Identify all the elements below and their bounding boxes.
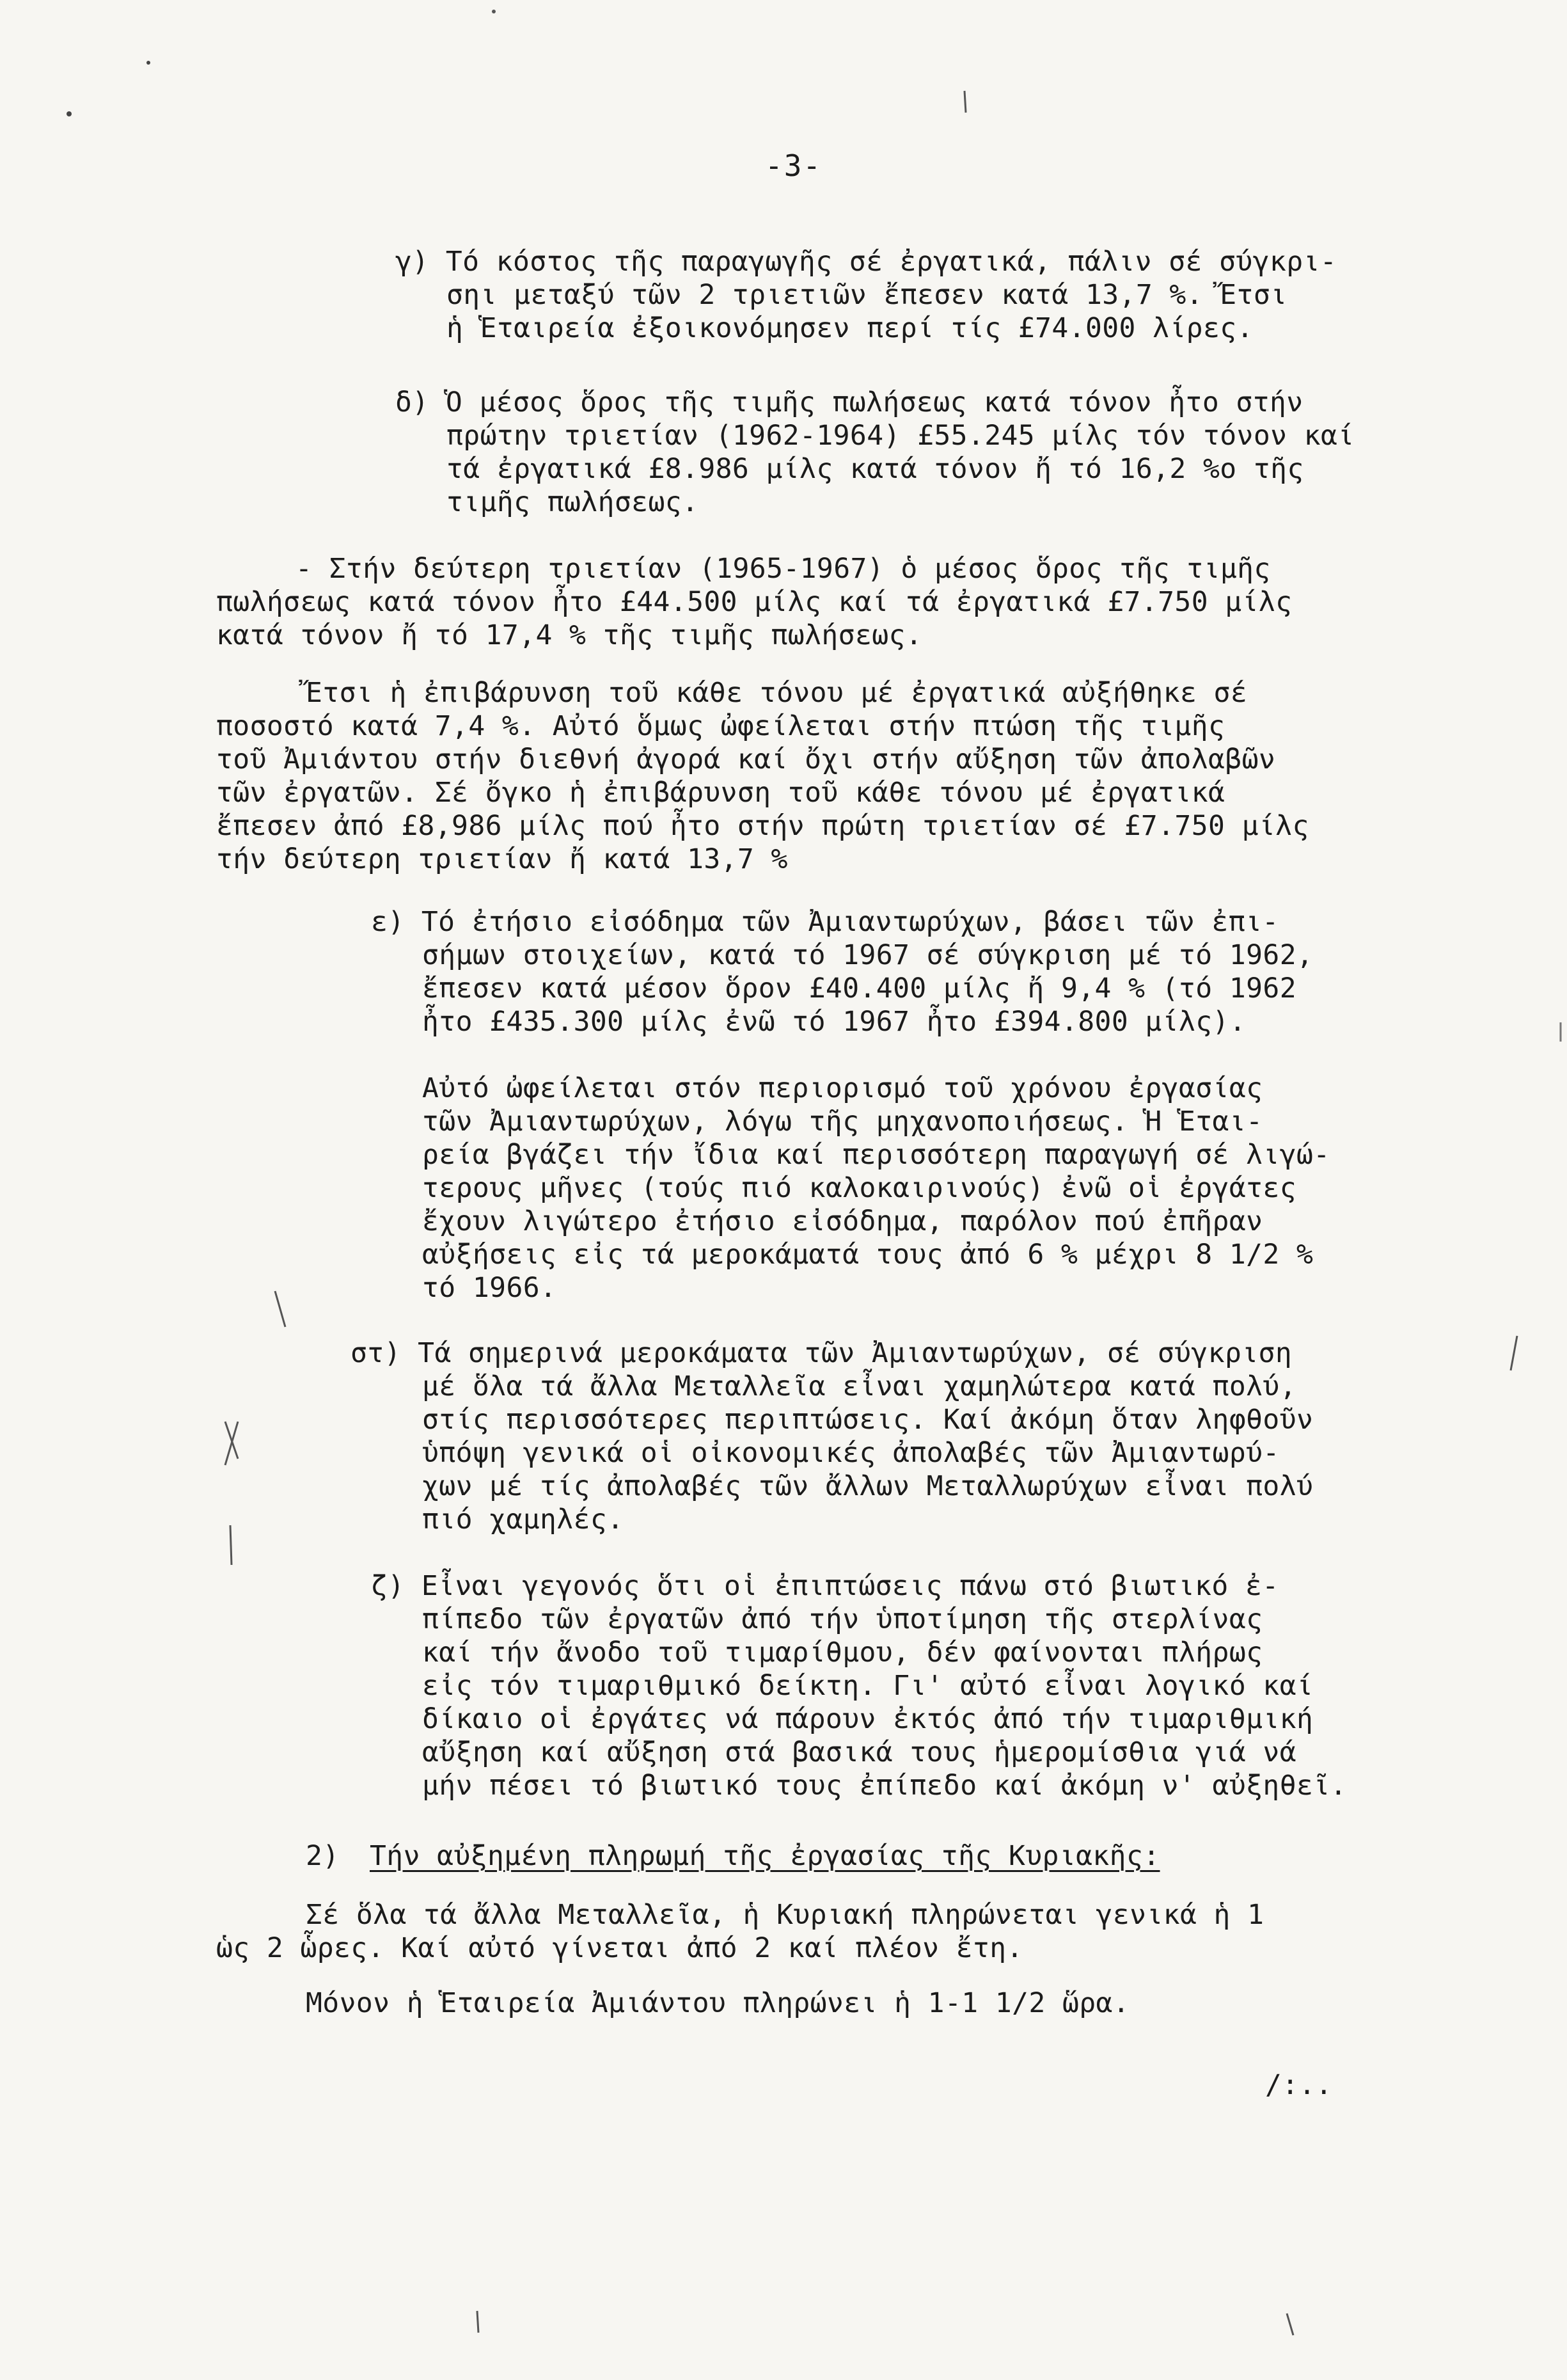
text-line: τήν δεύτερη τριετίαν ἤ κατά 13,7 % [216, 843, 788, 875]
text-line: καί τήν ἄνοδο τοῦ τιμαρίθμου, δέν φαίνονται πλήρως [422, 1637, 1263, 1669]
text-line: τά ἐργατικά £8.986 μίλς κατά τόνον ἤ τό 16,2 %ο τῆς [446, 453, 1304, 485]
text-line: τῶν ἐργατῶν. Σέ ὄγκο ἡ ἐπιβάρυνση τοῦ κάθε τόνου μέ ἐργατικά [216, 777, 1225, 809]
text-line: - Στήν δεύτερη τριετίαν (1965-1967) ὁ μέσος ὅρος τῆς τιμῆς [295, 553, 1271, 585]
scan-mark [225, 1422, 238, 1465]
section-title: Τήν αὐξημένη πληρωμή τῆς ἐργασίας τῆς Κυριακῆς: [370, 1840, 1160, 1872]
text-line: τιμῆς πωλήσεως. [446, 486, 699, 518]
text-line: κατά τόνον ἤ τό 17,4 % τῆς τιμῆς πωλήσεως. [216, 619, 923, 651]
text-line: τό 1966. [422, 1272, 557, 1304]
text-line: τῶν Ἀμιαντωρύχων, λόγω τῆς μηχανοποιήσεως. Ἡ Ἑται- [422, 1106, 1263, 1138]
text-line: μέ ὅλα τά ἄλλα Μεταλλεῖα εἶναι χαμηλώτερα κατά πολύ, [422, 1370, 1296, 1402]
scan-mark [146, 61, 150, 65]
text-line: τοῦ Ἀμιάντου στήν διεθνή ἀγορά καί ὄχι στήν αὔξηση τῶν ἀπολαβῶν [216, 743, 1276, 775]
text-line: ἔπεσεν ἀπό £8,986 μίλς πού ἦτο στήν πρώτη τριετίαν σέ £7.750 μίλς [216, 810, 1309, 842]
text-line: δ) Ὁ μέσος ὅρος τῆς τιμῆς πωλήσεως κατά τόνον ἦτο στήν [395, 386, 1303, 418]
section-number: 2) [306, 1840, 340, 1872]
scan-mark [965, 91, 966, 113]
text-line: στίς περισσότερες περιπτώσεις. Καί ἀκόμη ὅταν ληφθοῦν [422, 1404, 1314, 1436]
scan-mark [225, 1422, 238, 1459]
text-line: αὐξήσεις εἰς τά μεροκάματά τους ἀπό 6 % μέχρι 8 1/2 % [422, 1239, 1314, 1271]
text-line: ἡ Ἑταιρεία ἐξοικονόμησεν περί τίς £74.000 λίρες. [446, 312, 1254, 344]
scan-mark [1287, 2313, 1293, 2335]
page-number: -3- [765, 148, 823, 183]
scan-mark [492, 10, 496, 13]
text-line: γ) Τό κόστος τῆς παραγωγῆς σέ ἐργατικά, πάλιν σέ σύγκρι- [395, 246, 1337, 278]
text-line: πίπεδο τῶν ἐργατῶν ἀπό τήν ὑποτίμηση τῆς στερλίνας [422, 1603, 1263, 1635]
text-line: ρεία βγάζει τήν ἴδια καί περισσότερη παραγωγή σέ λιγώ- [422, 1139, 1330, 1171]
text-line: ὑπόψη γενικά οἱ οἰκονομικές ἀπολαβές τῶν Ἀμιαντωρύ- [422, 1437, 1280, 1469]
text-line: ὡς 2 ὧρες. Καί αὐτό γίνεται ἀπό 2 καί πλέον ἔτη. [216, 1932, 1023, 1964]
text-line: τερους μῆνες (τούς πιό καλοκαιρινούς) ἐνῶ οἱ ἐργάτες [422, 1172, 1296, 1204]
text-line: στ) Τά σημερινά μεροκάματα τῶν Ἀμιαντωρύχων, σέ σύγκριση [350, 1337, 1293, 1369]
text-line: ἦτο £435.300 μίλς ἐνῶ τό 1967 ἦτο £394.800 μίλς). [422, 1006, 1247, 1038]
text-line: σηι μεταξύ τῶν 2 τριετιῶν ἔπεσεν κατά 13,7 %. Ἔτσι [446, 279, 1287, 311]
text-line: σήμων στοιχείων, κατά τό 1967 σέ σύγκριση μέ τό 1962, [422, 939, 1314, 971]
text-line: Ἔτσι ἡ ἐπιβάρυνση τοῦ κάθε τόνου μέ ἐργατικά αὐξήθηκε σέ [306, 677, 1248, 709]
text-line: πρώτην τριετίαν (1962-1964) £55.245 μίλς τόν τόνον καί [446, 420, 1355, 452]
text-line: ποσοστό κατά 7,4 %. Αὐτό ὅμως ὠφείλεται στήν πτώση τῆς τιμῆς [216, 710, 1225, 742]
scan-mark [1511, 1336, 1517, 1370]
text-line: μήν πέσει τό βιωτικό τους ἐπίπεδο καί ἀκόμη ν' αὐξηθεῖ. [422, 1770, 1347, 1802]
text-line: Αὐτό ὠφείλεται στόν περιορισμό τοῦ χρόνου ἐργασίας [422, 1072, 1263, 1104]
text-line: ζ) Εἶναι γεγονός ὅτι οἱ ἐπιπτώσεις πάνω στό βιωτικό ἐ- [371, 1570, 1279, 1602]
text-line: πιό χαμηλές. [422, 1503, 624, 1535]
text-line: Σέ ὅλα τά ἄλλα Μεταλλεῖα, ἡ Κυριακή πληρώνεται γενικά ἡ 1 [306, 1899, 1264, 1931]
text-line: ἔπεσεν κατά μέσον ὅρον £40.400 μίλς ἤ 9,4 % (τό 1962 [422, 972, 1296, 1004]
scan-mark [67, 111, 72, 116]
text-line: εἰς τόν τιμαριθμικό δείκτη. Γι' αὐτό εἶναι λογικό καί [422, 1670, 1314, 1702]
scan-mark [477, 2311, 478, 2333]
scan-mark [275, 1291, 285, 1327]
text-line: δίκαιο οἱ ἐργάτες νά πάρουν ἐκτός ἀπό τήν τιμαριθμική [422, 1703, 1314, 1735]
text-line: χων μέ τίς ἀπολαβές τῶν ἄλλων Μεταλλωρύχων εἶναι πολύ [422, 1470, 1314, 1502]
text-line: αὔξηση καί αὔξηση στά βασικά τους ἡμερομίσθια γιά νά [422, 1736, 1296, 1768]
text-line: πωλήσεως κατά τόνον ἦτο £44.500 μίλς καί τά ἐργατικά £7.750 μίλς [216, 586, 1293, 618]
continuation-mark: /:.. [1265, 2069, 1333, 2101]
scan-mark [230, 1525, 232, 1565]
text-line: ε) Τό ἐτήσιο εἰσόδημα τῶν Ἀμιαντωρύχων, βάσει τῶν ἐπι- [371, 906, 1279, 938]
text-line: Μόνον ἡ Ἑταιρεία Ἀμιάντου πληρώνει ἡ 1-1 1/2 ὥρα. [306, 1987, 1130, 2019]
text-line: ἔχουν λιγώτερο ἐτήσιο εἰσόδημα, παρόλον πού ἐπῆραν [422, 1205, 1263, 1237]
